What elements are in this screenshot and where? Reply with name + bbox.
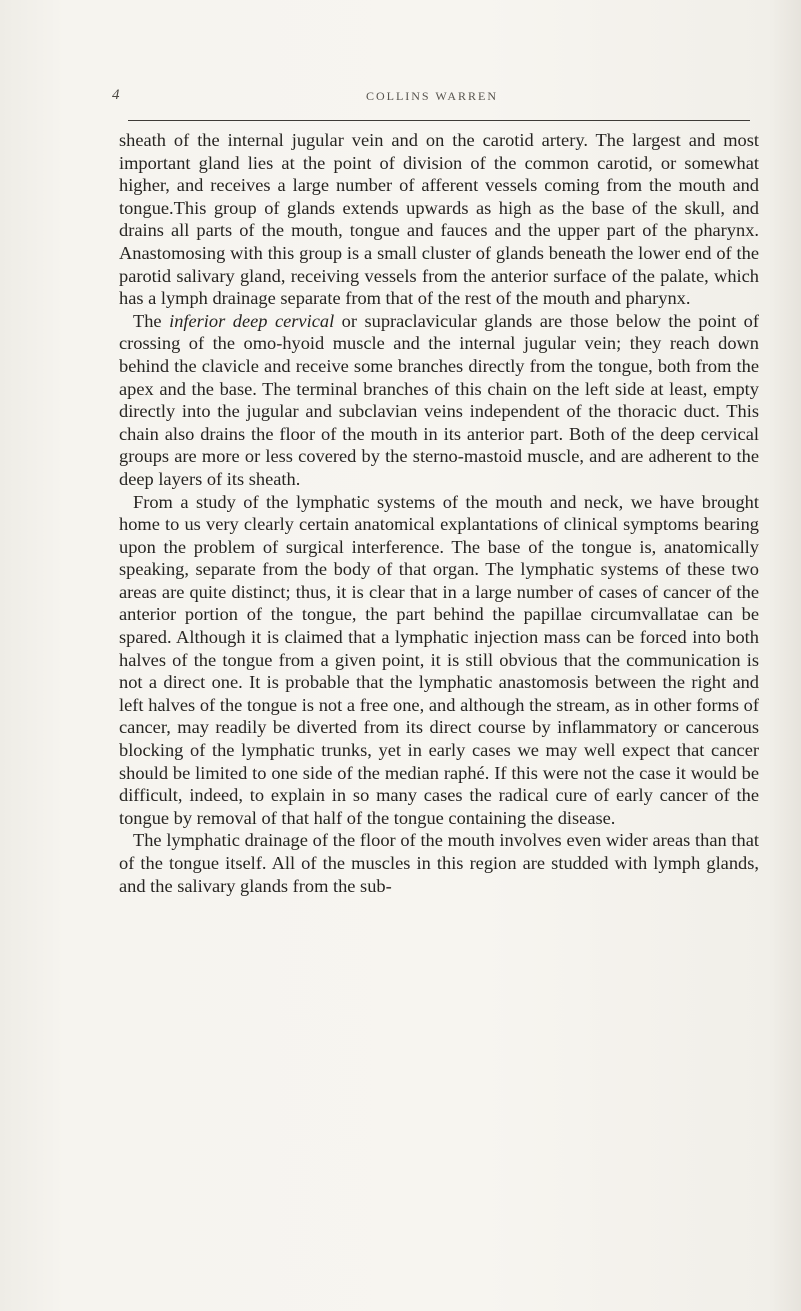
paragraph-floor-of-mouth: The lymphatic drainage of the floor of the mouth involves even wider areas than that of the tongue itself. All of the muscles in this region are studded with lymph glands, and the salivary glands from the sub- [119, 830, 759, 896]
paragraph-continuation: sheath of the internal jugular vein and on the carotid artery. The largest and most important gland lies at the point of division of the common carotid, or somewhat higher, and receives a large number of afferent vessels coming from the mouth and tongue.This group of glands extends upwards as high as the base of the skull, and drains all parts of the mouth, tongue and fauces and the upper part of the pharynx. Anastomosing with this group is a small cluster of glands beneath the lower end of the parotid salivary gland, receiving vessels from the anterior surface of the palate, which has a lymph drainage separate from that of the rest of the mouth and pharynx. [119, 130, 759, 309]
running-title: COLLINS WARREN [365, 89, 499, 103]
paragraph-clinical-symptoms: From a study of the lymphatic systems of the mouth and neck, we have brought home to us very clearly certain anatomical explantations of clinical symptoms bearing upon the problem of surgical interference. The base of the tongue is, anatomically speaking, separate from the body of that organ. The lymphatic systems of these two areas are quite distinct; thus, it is clear that in a large number of cases of cancer of the anterior portion of the tongue, the part behind the papillae circumvallatae can be spared. Although it is claimed that a lymphatic injection mass can be forced into both halves of the tongue from a given point, it is still obvious that the communication is not a direct one. It is probable that the lymphatic anastomosis between the right and left halves of the tongue is not a free one, and although the stream, as in other forms of cancer, may readily be diverted from its direct course by inflammatory or cancerous blocking of the lymphatic trunks, yet in early cases we may well expect that cancer should be limited to one side of the median raphé. If this were not the case it would be difficult, indeed, to explain in so many cases the radical cure of early cancer of the tongue by removal of that half of the tongue containing the disease. [119, 491, 759, 828]
paragraph-lead: The [133, 310, 170, 331]
body-text [119, 129, 759, 897]
paragraph-body: or supraclavicular glands are those below the point of crossing of the omo-hyoid muscle and the internal jugular vein; they reach down behind the clavicle and receive some branches directly from the tongue, both from the apex and the base. The terminal branches of this chain on the left side at least, empty directly into the jugular and subclavian veins independent of the thoracic duct. This chain also drains the floor of the mouth in its anterior part. Both of the deep cervical groups are more or less covered by the sterno-mastoid muscle, and are adherent to the deep layers of its sheath. [119, 310, 759, 489]
running-head [112, 87, 752, 109]
header-rule [128, 120, 750, 121]
page-number: 4 [112, 87, 120, 103]
paragraph-inferior-deep-cervical [119, 310, 759, 491]
italic-term: inferior deep cervical [169, 310, 335, 331]
